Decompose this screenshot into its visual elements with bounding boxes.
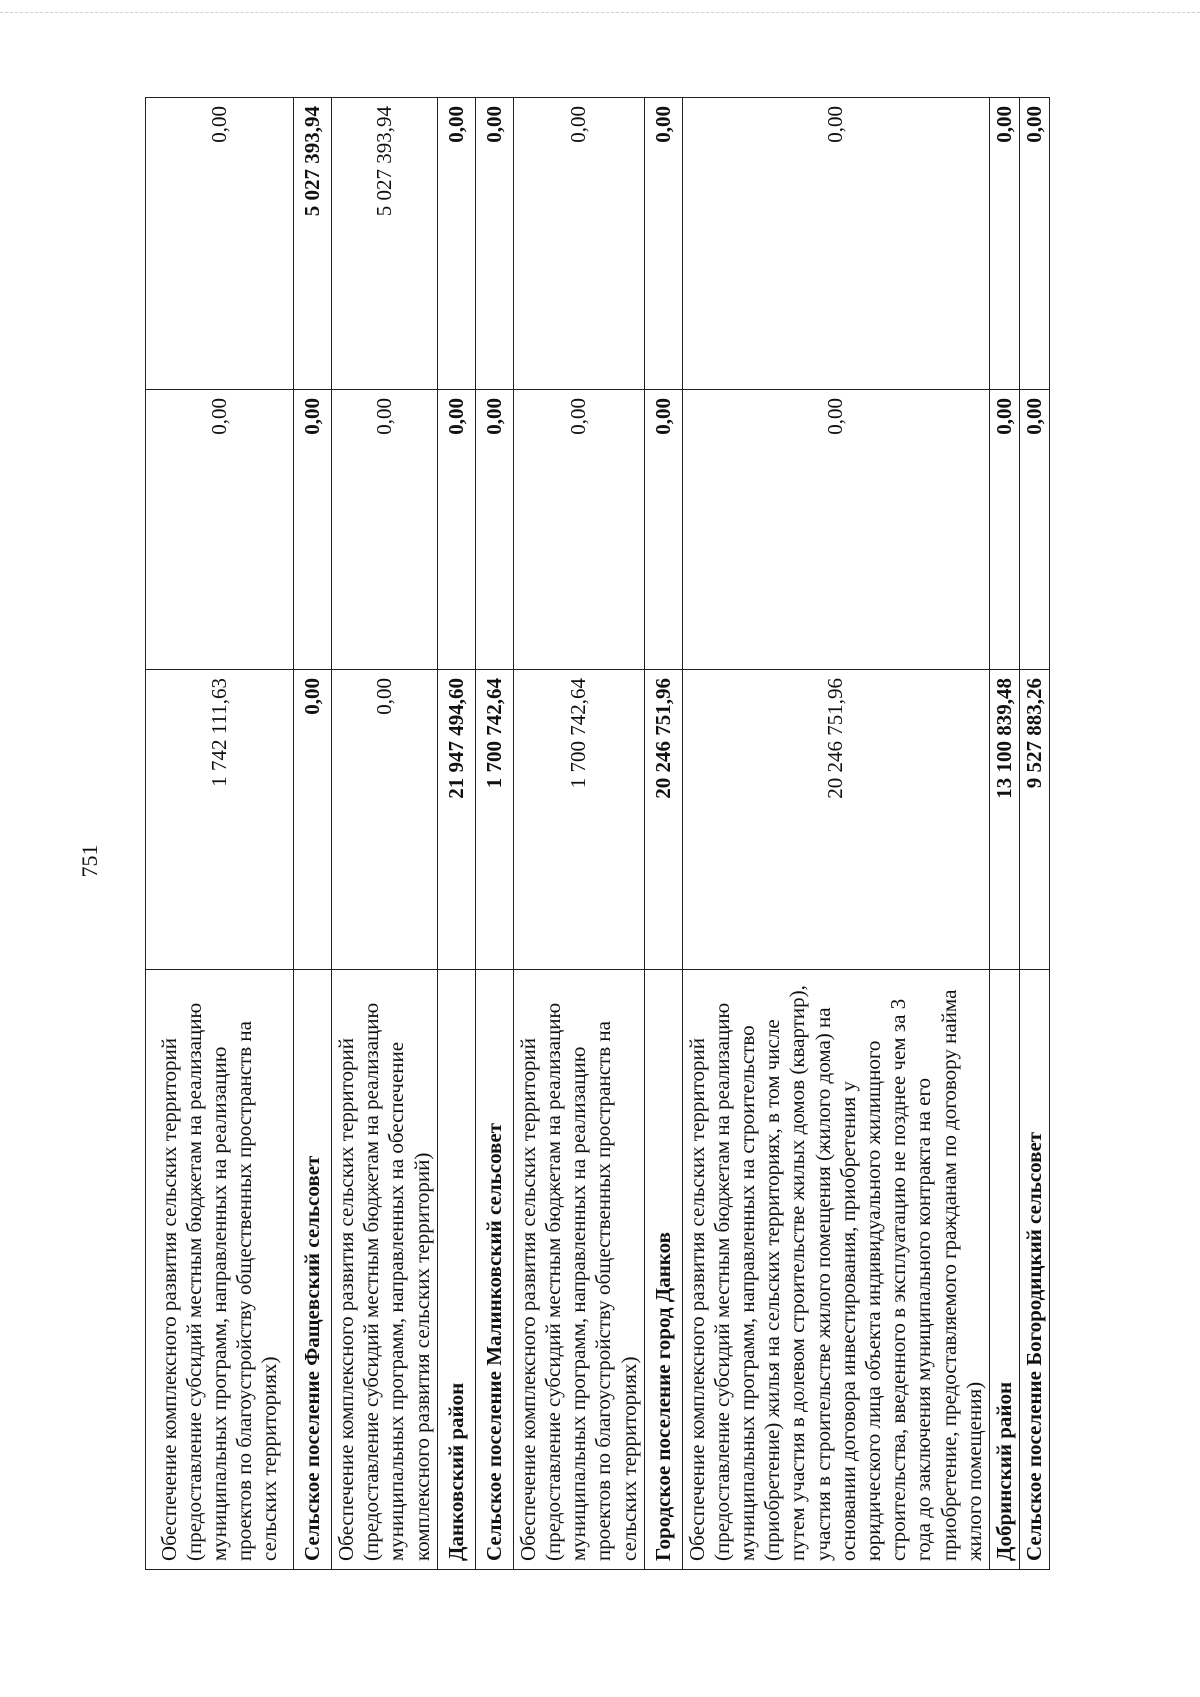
value-3: 0,00 [644, 98, 682, 390]
value-1: 20 246 751,96 [644, 670, 682, 970]
value-2: 0,00 [437, 390, 475, 670]
value-3: 0,00 [682, 98, 989, 390]
value-1: 20 246 751,96 [682, 670, 989, 970]
row-name: Обеспечение комплексного развития сельских территорий (предоставление субсидий местным бюджетам на реализацию муниципальных программ, направленных на обеспечение комплексного развития сельских территорий) [332, 970, 438, 1570]
value-1: 0,00 [294, 670, 332, 970]
table-row [644, 98, 682, 1570]
rotated-table-container [145, 98, 1047, 1570]
value-1: 9 527 883,26 [1020, 670, 1050, 970]
value-1: 21 947 494,60 [437, 670, 475, 970]
row-name: Сельское поселение Богородицкий сельсовет [1020, 970, 1050, 1570]
value-1: 1 700 742,64 [513, 670, 644, 970]
value-2: 0,00 [332, 390, 438, 670]
value-2: 0,00 [644, 390, 682, 670]
table-row [294, 98, 332, 1570]
row-name: Добринский район [989, 970, 1019, 1570]
value-3: 0,00 [437, 98, 475, 390]
page-number: 751 [77, 844, 102, 878]
value-3: 0,00 [513, 98, 644, 390]
table-row [989, 98, 1019, 1570]
value-3: 0,00 [989, 98, 1019, 390]
row-name: Данковский район [437, 970, 475, 1570]
table-row [146, 98, 294, 1570]
table-row [332, 98, 438, 1570]
row-name: Обеспечение комплексного развития сельских территорий (предоставление субсидий местным бюджетам на реализацию муниципальных программ, направленных на реализацию проектов по благоустройству общественных пространств на сельских территориях) [146, 970, 294, 1570]
value-3: 5 027 393,94 [332, 98, 438, 390]
table-row [513, 98, 644, 1570]
table-row [475, 98, 513, 1570]
value-3: 0,00 [146, 98, 294, 390]
value-2: 0,00 [475, 390, 513, 670]
top-dashed-rule [0, 12, 1200, 13]
row-name: Сельское поселение Малинковский сельсовет [475, 970, 513, 1570]
row-name: Сельское поселение Фащевский сельсовет [294, 970, 332, 1570]
row-name: Обеспечение комплексного развития сельских территорий (предоставление субсидий местным бюджетам на реализацию муниципальных программ, направленных на реализацию проектов по благоустройству общественных пространств на сельских территориях) [513, 970, 644, 1570]
value-2: 0,00 [682, 390, 989, 670]
value-2: 0,00 [1020, 390, 1050, 670]
row-name: Обеспечение комплексного развития сельских территорий (предоставление субсидий местным бюджетам на реализацию муниципальных программ, направленных на строительство (приобретение) жилья на сельских территориях, в том числе путем участия в долевом строительстве жилых домов (квартир), участия в строительстве жилого помещения (жилого дома) на основании договора инвестирования, приобретения у юридического лица объекта индивидуального жилищного строительства, введенного в эксплуатацию не позднее чем за 3 года до заключения муниципального контракта на его приобретение, предоставляемого гражданам по договору найма жилого помещения) [682, 970, 989, 1570]
budget-table [145, 97, 1050, 1570]
value-3: 0,00 [475, 98, 513, 390]
table-row [682, 98, 989, 1570]
table-row [437, 98, 475, 1570]
value-2: 0,00 [294, 390, 332, 670]
value-2: 0,00 [989, 390, 1019, 670]
value-3: 0,00 [1020, 98, 1050, 390]
value-1: 1 700 742,64 [475, 670, 513, 970]
row-name: Городское поселение город Данков [644, 970, 682, 1570]
value-1: 0,00 [332, 670, 438, 970]
value-1: 1 742 111,63 [146, 670, 294, 970]
value-2: 0,00 [146, 390, 294, 670]
value-2: 0,00 [513, 390, 644, 670]
table-row [1020, 98, 1050, 1570]
value-1: 13 100 839,48 [989, 670, 1019, 970]
value-3: 5 027 393,94 [294, 98, 332, 390]
